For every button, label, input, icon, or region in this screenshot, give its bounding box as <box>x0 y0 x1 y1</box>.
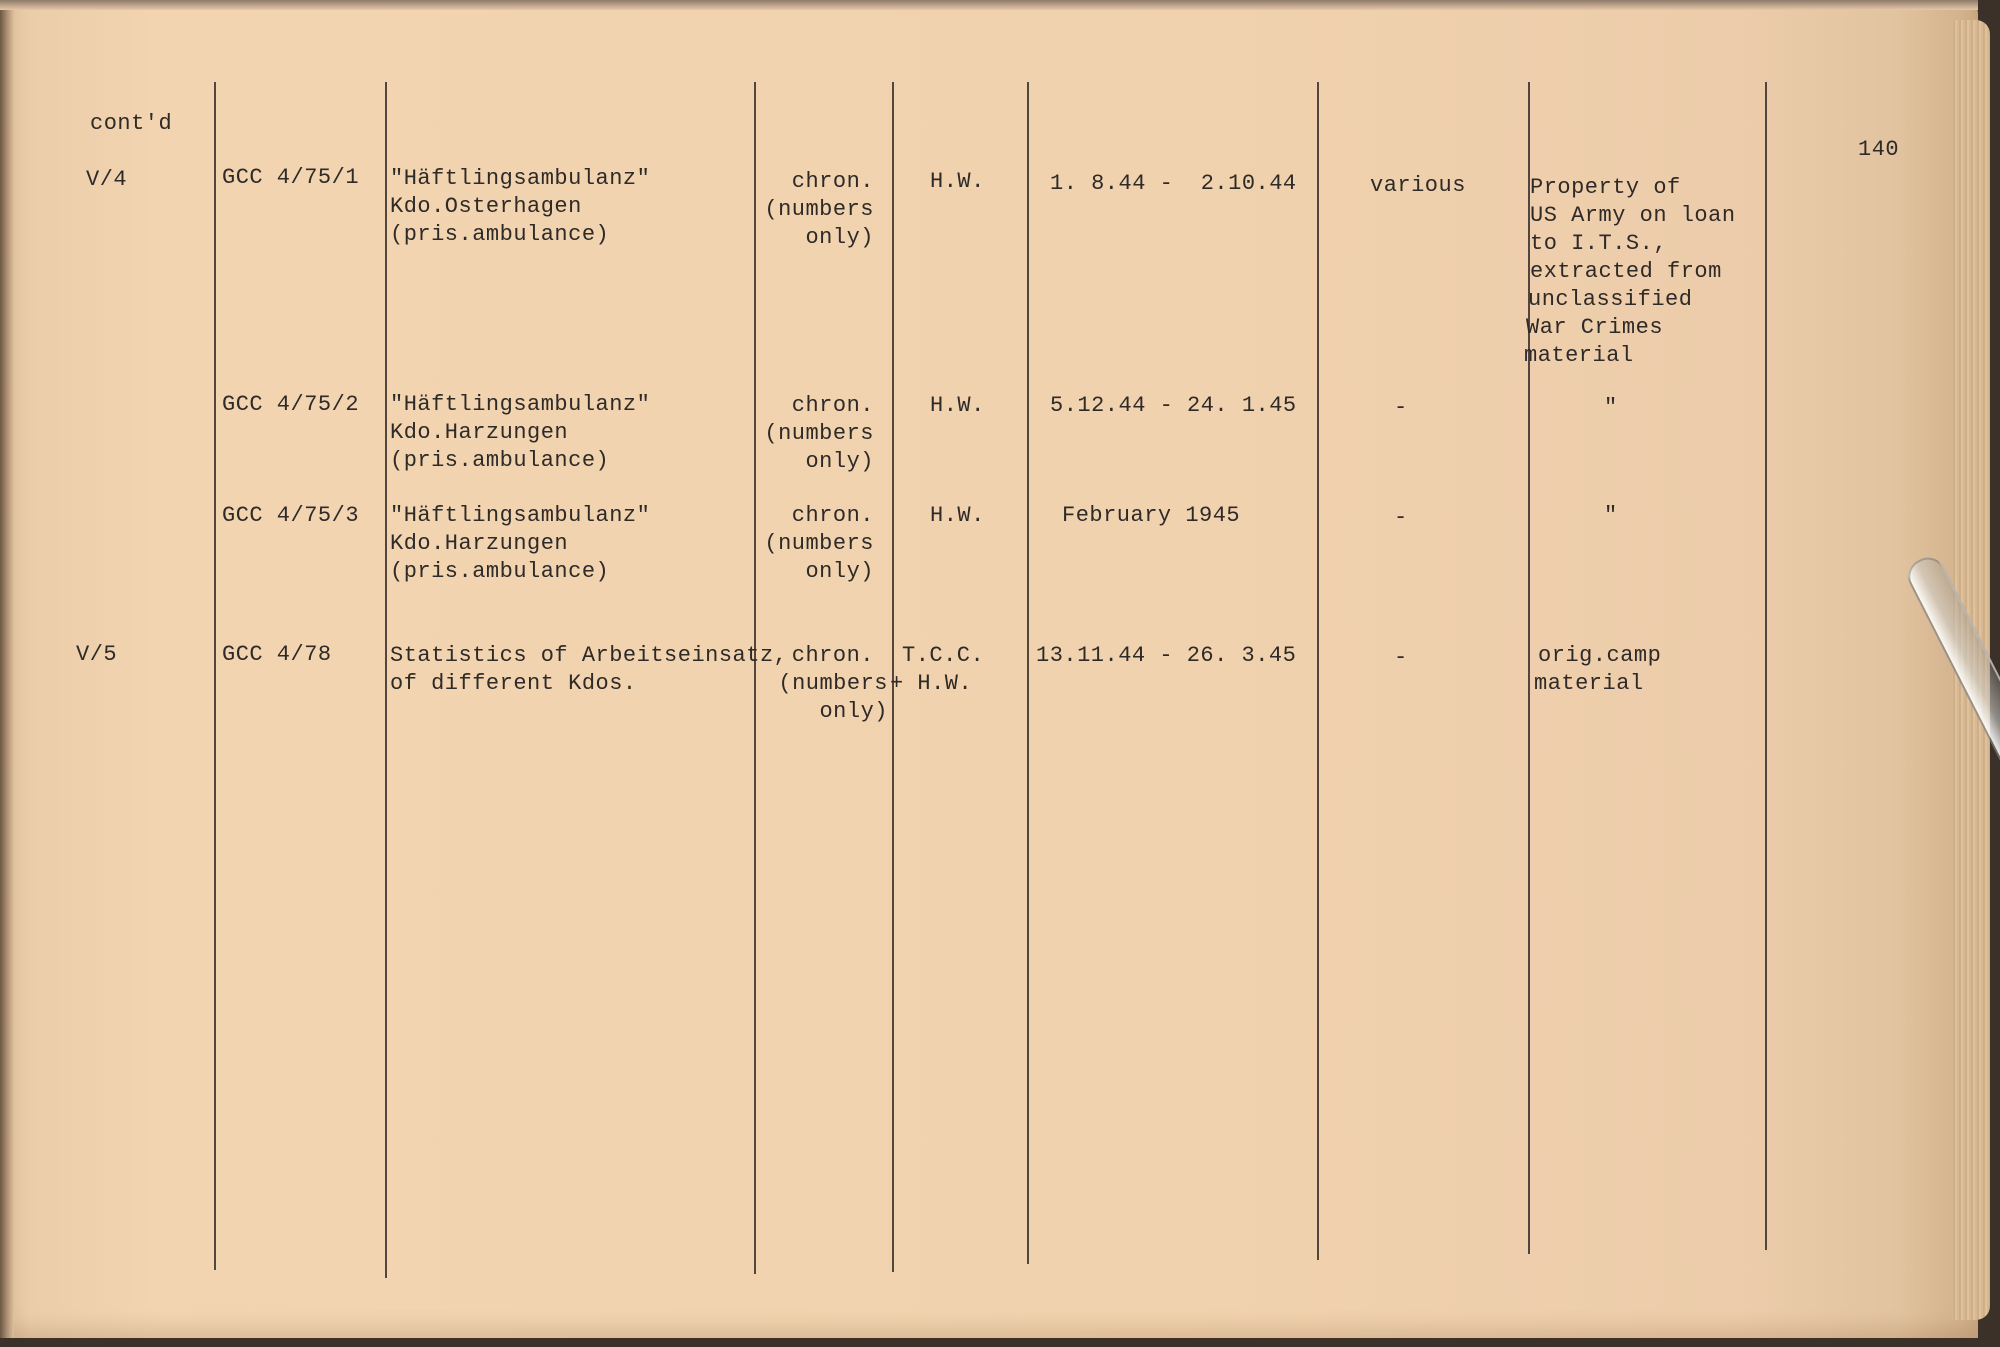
group-number: V/4 <box>86 167 128 192</box>
column-rule <box>1317 82 1319 1260</box>
top-edge-shadow <box>0 0 1978 10</box>
column-rule <box>754 82 756 1274</box>
ditto-mark: " <box>1604 503 1618 528</box>
quantity: - <box>1394 505 1408 530</box>
continued-label: cont'd <box>90 111 173 136</box>
reference-number: GCC 4/75/2 <box>222 392 360 417</box>
date-range: 5.12.44 - 24. 1.45 <box>1050 393 1297 418</box>
date-range: 1. 8.44 - 2.10.44 <box>1050 171 1297 196</box>
reference-number: GCC 4/75/3 <box>222 503 360 528</box>
reference-number: GCC 4/75/1 <box>222 165 360 190</box>
column-rule <box>1027 82 1029 1264</box>
column-rule <box>385 82 387 1278</box>
quantity: - <box>1394 645 1408 670</box>
group-number: V/5 <box>76 642 118 667</box>
record-type: H.W. <box>930 169 985 194</box>
date-range: February 1945 <box>1062 503 1241 528</box>
page-number: 140 <box>1858 137 1900 162</box>
record-type: H.W. <box>930 393 985 418</box>
ditto-mark: " <box>1604 395 1618 420</box>
record-type: H.W. <box>930 503 985 528</box>
reference-number: GCC 4/78 <box>222 642 332 667</box>
quantity: - <box>1394 395 1408 420</box>
column-rule <box>214 82 216 1270</box>
quantity: various <box>1370 173 1466 198</box>
column-rule <box>1765 82 1767 1250</box>
date-range: 13.11.44 - 26. 3.45 <box>1036 643 1297 668</box>
book-binding <box>0 0 14 1338</box>
